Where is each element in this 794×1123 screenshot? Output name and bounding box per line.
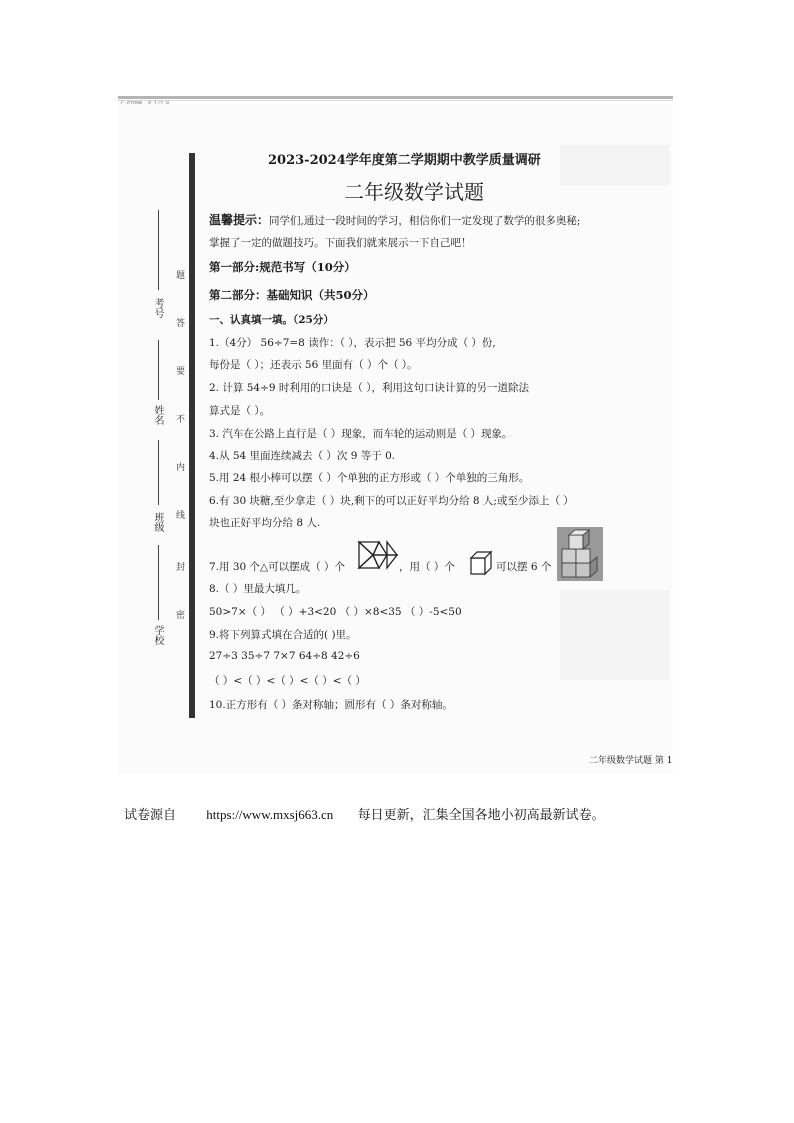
seal-char: 题 bbox=[176, 271, 186, 281]
bleed-through-shade bbox=[560, 590, 670, 680]
question-4: 4.从 54 里面连续减去（ ）次 9 等于 0. bbox=[209, 450, 396, 462]
exam-subtitle: 二年级数学试题 bbox=[344, 180, 484, 204]
xingming-label: 姓名 bbox=[152, 405, 163, 425]
kaohao-line bbox=[158, 210, 159, 290]
seal-char: 封 bbox=[176, 563, 186, 573]
tip-text: 同学们,通过一段时间的学习，相信你们一定发现了数学的很多奥秘; bbox=[269, 215, 581, 227]
source-slogan: 每日更新，汇集全国各地小初高最新试卷。 bbox=[357, 808, 605, 823]
seal-char: 不 bbox=[176, 415, 186, 425]
xingming-line bbox=[158, 340, 159, 400]
question-2a: 2. 计算 54÷9 时利用的口诀是（ ），利用这句口诀计算的另一道除法 bbox=[209, 382, 529, 394]
question-6b: 块也正好平均分给 8 人. bbox=[209, 517, 321, 529]
part1-heading: 第一部分:规范书写（10分） bbox=[209, 260, 356, 274]
xuexiao-line bbox=[158, 545, 159, 620]
binding-bar bbox=[189, 153, 195, 718]
source-url-link[interactable]: https://www.mxsj663.cn bbox=[206, 807, 334, 822]
question-6a: 6.有 30 块糖,至少拿走（ ）块,剩下的可以正好平均分给 8 人;或至少添上（ ） bbox=[209, 495, 574, 507]
kaohao-label: 考号 bbox=[152, 298, 163, 318]
question-3: 3. 汽车在公路上直行是（ ）现象，而车轮的运动则是（ ）现象。 bbox=[209, 428, 513, 440]
question-9-blanks: （ ）<（ ）<（ ）<（ ）<（ ） bbox=[209, 675, 366, 687]
tip-text-2: 掌握了一定的做题技巧。下面我们就来展示一下自己吧！ bbox=[209, 237, 472, 249]
question-8: 8.（ ）里最大填几。 bbox=[209, 583, 307, 595]
page-footer: 二年级数学试题 第 1 bbox=[589, 756, 673, 766]
question-7-part3: 可以摆 6 个 bbox=[496, 561, 552, 573]
seal-char: 要 bbox=[176, 367, 186, 377]
section1-heading: 一、认真填一填。（25分） bbox=[209, 314, 334, 326]
banji-label: 班级 bbox=[152, 512, 163, 532]
banji-line bbox=[158, 440, 159, 505]
question-1b: 每份是（ ）；还表示 56 里面有（ ）个（ ）。 bbox=[209, 359, 418, 371]
cube-stack-figure-icon bbox=[557, 527, 603, 581]
tip-label: 温馨提示： bbox=[209, 213, 270, 227]
bleed-through-shade bbox=[560, 145, 670, 185]
cube-icon bbox=[469, 550, 493, 576]
xuexiao-label: 学校 bbox=[152, 625, 163, 645]
part2-heading: 第二部分：基础知识（共50分） bbox=[209, 288, 375, 302]
exam-title: 2023-2024学年度第二学期期中教学质量调研 bbox=[268, 153, 541, 168]
seal-char: 线 bbox=[176, 511, 186, 521]
seal-char: 内 bbox=[176, 463, 186, 473]
question-9: 9.将下列算式填在合适的( )里。 bbox=[209, 629, 357, 641]
question-9-expressions: 27÷3 35÷7 7×7 64÷8 42÷6 bbox=[209, 650, 360, 662]
seal-char: 答 bbox=[176, 319, 186, 329]
top-rule bbox=[118, 96, 673, 99]
question-7-part1: 7.用 30 个△可以摆成（ ）个 bbox=[209, 561, 345, 573]
top-rule-thin bbox=[118, 100, 673, 101]
question-8-row: 50>7×（ ） （ ）+3<20 （ ）×8<35 （ ）-5<50 bbox=[209, 606, 462, 618]
question-7-part2: ，用（ ）个 bbox=[399, 561, 455, 573]
triangle-figure-icon bbox=[357, 540, 399, 570]
seal-char: 密 bbox=[176, 611, 186, 621]
question-5: 5.用 24 根小棒可以摆（ ）个单独的正方形或（ ）个单独的三角形。 bbox=[209, 472, 530, 484]
question-10: 10.正方形有（ ）条对称轴；圆形有（ ）条对称轴。 bbox=[209, 699, 453, 711]
question-1a: 1.（4分） 56÷7=8 读作：（ ），表示把 56 平均分成（ ）份, bbox=[209, 337, 496, 349]
source-label: 试卷源自 bbox=[124, 808, 177, 823]
source-footer bbox=[124, 804, 605, 823]
question-2b: 算式是（ ）。 bbox=[209, 405, 271, 417]
